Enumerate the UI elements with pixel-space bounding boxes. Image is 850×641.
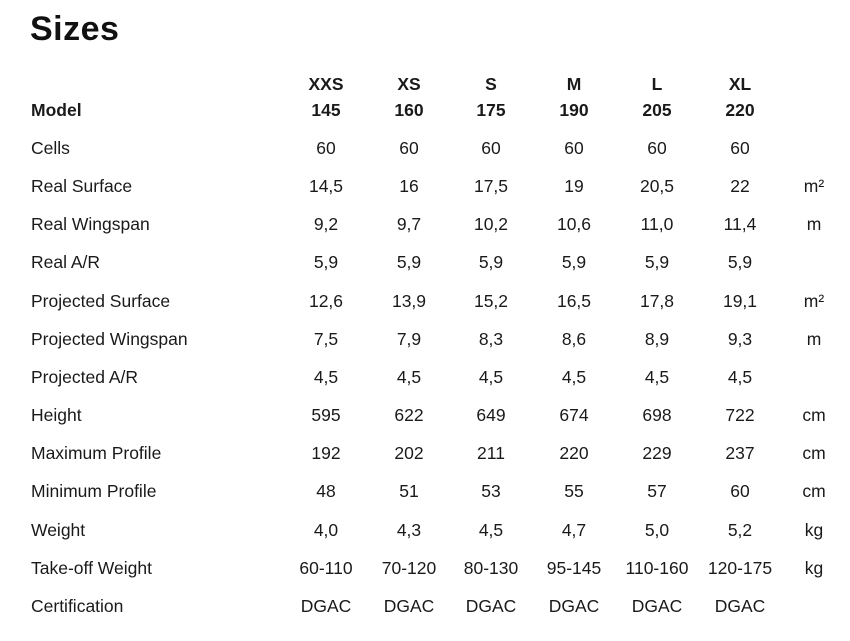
table-cell: DGAC [300,596,352,616]
table-row [0,405,850,429]
table-cell: 55 [564,481,584,501]
row-label: Projected Surface [31,291,171,311]
table-cell: 14,5 [308,176,344,196]
table-cell: 674 [559,405,589,425]
unit-label: m² [803,291,825,311]
table-cell: 237 [725,443,755,463]
table-cell: 16,5 [556,291,592,311]
table-cell: 17,8 [639,291,675,311]
row-label: Cells [31,138,70,158]
size-label: XS [397,74,421,94]
unit-label: kg [804,520,824,540]
row-label: Real A/R [31,252,101,272]
size-label: XXS [308,74,344,94]
table-cell: 120-175 [707,558,773,578]
table-cell: 4,5 [727,367,753,387]
table-cell: 4,5 [396,367,422,387]
unit-label: kg [804,558,824,578]
table-cell: 16 [399,176,419,196]
model-value: 220 [725,100,755,120]
table-cell: DGAC [548,596,600,616]
table-row [0,443,850,467]
table-cell: 60 [647,138,667,158]
table-cell: 53 [481,481,501,501]
table-cell: 110-160 [625,558,689,578]
table-cell: 60 [316,138,336,158]
table-row [0,252,850,276]
table-cell: 8,9 [644,329,670,349]
table-cell: 595 [311,405,341,425]
table-cell: 5,9 [313,252,339,272]
table-row [0,329,850,353]
table-cell: 7,5 [313,329,339,349]
row-label: Minimum Profile [31,481,157,501]
table-cell: 211 [477,443,505,463]
model-value: 205 [642,100,672,120]
unit-label: m [806,329,822,349]
table-cell: 622 [394,405,424,425]
table-cell: 10,6 [556,214,592,234]
model-value: 145 [311,100,341,120]
row-label: Weight [31,520,86,540]
table-cell: DGAC [631,596,683,616]
table-cell: 70-120 [381,558,437,578]
table-cell: DGAC [383,596,435,616]
unit-label: cm [802,443,826,463]
table-cell: 15,2 [473,291,509,311]
row-label: Projected Wingspan [31,329,188,349]
model-row [0,100,850,124]
table-cell: 22 [730,176,750,196]
row-label: Real Wingspan [31,214,150,234]
table-cell: 4,5 [644,367,670,387]
table-row [0,176,850,200]
table-cell: 20,5 [639,176,675,196]
unit-label: cm [802,481,826,501]
table-row [0,558,850,582]
unit-label: m² [803,176,825,196]
size-label: M [566,74,582,94]
table-row [0,367,850,391]
table-cell: 60-110 [299,558,353,578]
table-cell: 5,0 [644,520,670,540]
table-cell: 4,5 [313,367,339,387]
table-cell: 5,2 [727,520,753,540]
table-cell: 60 [730,138,750,158]
table-cell: 4,5 [561,367,587,387]
table-cell: 11,0 [640,214,674,234]
table-cell: 722 [725,405,755,425]
size-label: XL [728,74,752,94]
table-cell: 10,2 [473,214,509,234]
table-row [0,214,850,238]
row-label: Projected A/R [31,367,138,387]
table-cell: 5,9 [478,252,504,272]
table-cell: 60 [730,481,750,501]
model-value: 190 [559,100,589,120]
table-row [0,481,850,505]
table-cell: 19 [564,176,584,196]
table-cell: 48 [316,481,336,501]
table-cell: 7,9 [396,329,422,349]
table-cell: 57 [647,481,667,501]
table-cell: DGAC [714,596,766,616]
model-label: Model [31,100,82,120]
row-label: Certification [31,596,124,616]
table-cell: 8,6 [561,329,587,349]
table-row [0,291,850,315]
table-cell: 11,4 [723,214,757,234]
table-cell: 5,9 [396,252,422,272]
table-cell: 60 [399,138,419,158]
table-cell: 9,7 [396,214,422,234]
table-cell: 8,3 [478,329,504,349]
row-label: Height [31,405,82,425]
table-cell: 4,5 [478,367,504,387]
table-cell: 4,0 [313,520,339,540]
table-cell: 12,6 [308,291,344,311]
table-cell: 51 [399,481,419,501]
table-cell: 5,9 [644,252,670,272]
unit-label: m [806,214,822,234]
table-cell: 9,2 [313,214,339,234]
row-label: Real Surface [31,176,133,196]
table-cell: 19,1 [722,291,758,311]
table-cell: 95-145 [546,558,602,578]
model-value: 175 [476,100,506,120]
table-cell: 9,3 [727,329,753,349]
table-cell: 229 [642,443,672,463]
table-cell: 649 [476,405,506,425]
table-row [0,520,850,544]
table-cell: 5,9 [727,252,753,272]
row-label: Maximum Profile [31,443,162,463]
table-cell: 4,3 [396,520,422,540]
table-cell: 80-130 [463,558,519,578]
table-cell: 5,9 [561,252,587,272]
table-cell: 60 [481,138,501,158]
table-cell: 202 [394,443,424,463]
table-row [0,138,850,162]
table-cell: 192 [311,443,341,463]
table-cell: 60 [564,138,584,158]
size-label: L [651,74,663,94]
table-cell: 4,5 [478,520,504,540]
size-label: S [485,74,497,94]
table-cell: 17,5 [473,176,509,196]
table-row [0,596,850,620]
unit-label: cm [802,405,826,425]
table-cell: DGAC [465,596,517,616]
table-cell: 220 [559,443,589,463]
model-value: 160 [394,100,424,120]
table-cell: 698 [642,405,672,425]
table-cell: 13,9 [391,291,427,311]
row-label: Take-off Weight [31,558,152,578]
table-cell: 4,7 [561,520,587,540]
page-title: Sizes [30,10,120,48]
